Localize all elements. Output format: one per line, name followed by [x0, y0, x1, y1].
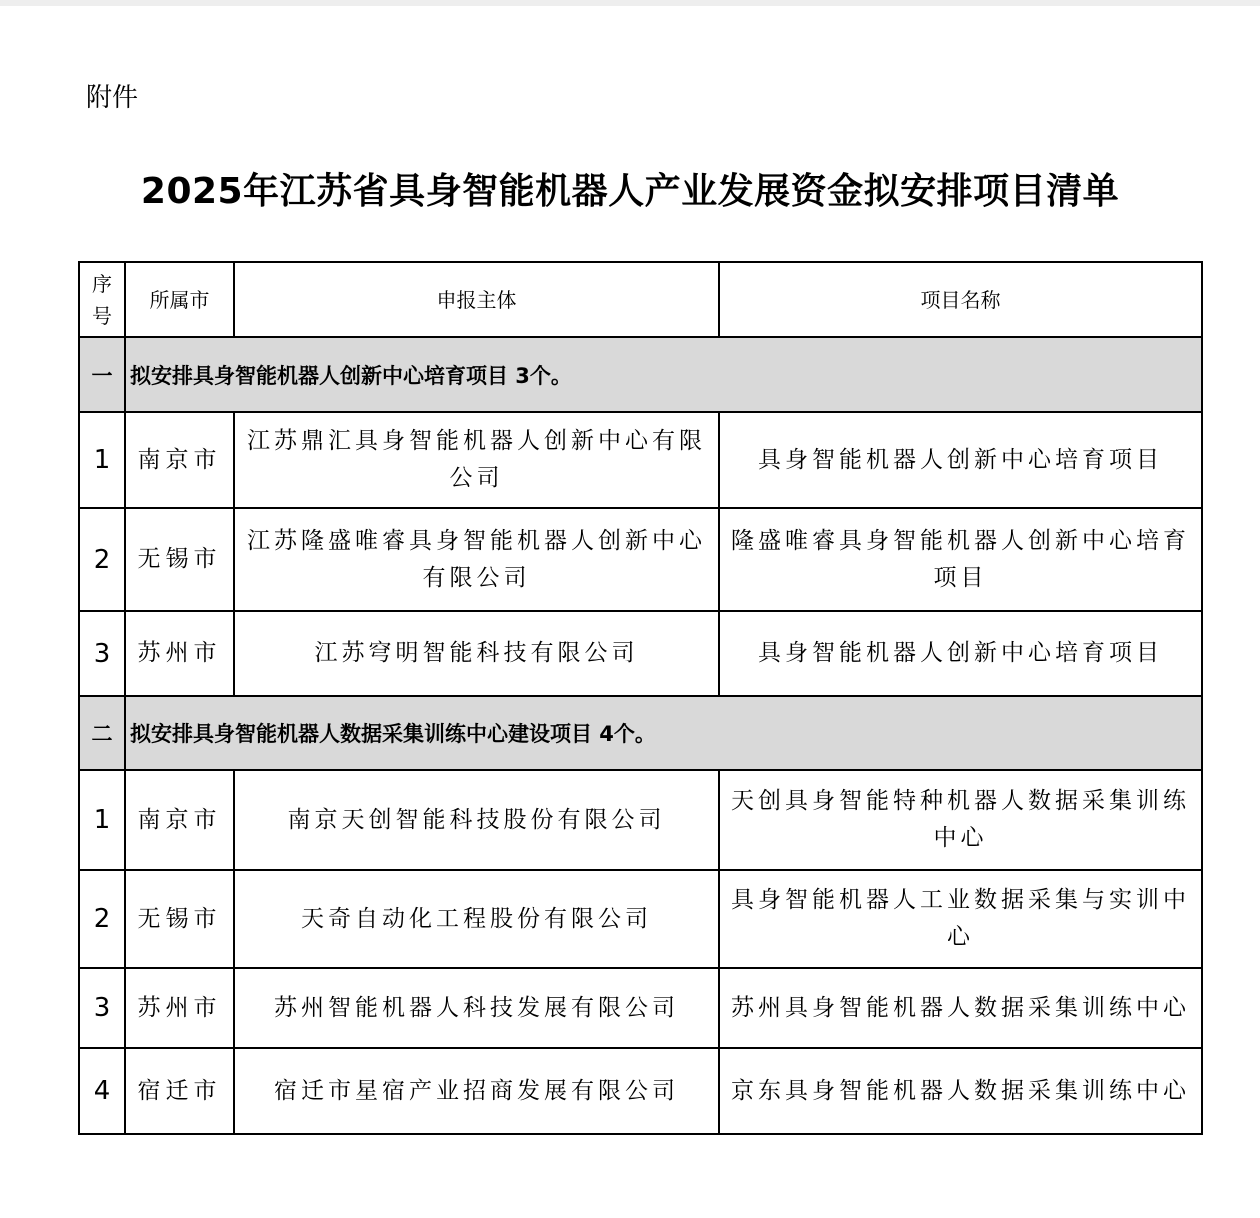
row-seq: 1 — [79, 412, 125, 508]
row-applicant: 宿迁市星宿产业招商发展有限公司 — [234, 1048, 719, 1134]
attachment-label: 附件 — [86, 83, 139, 113]
document-title: 2025年江苏省具身智能机器人产业发展资金拟安排项目清单 — [140, 171, 1120, 212]
table-row — [79, 508, 1202, 611]
row-seq: 2 — [79, 508, 125, 611]
row-city: 苏州市 — [125, 611, 234, 696]
header-seq-line2: 号 — [92, 303, 112, 328]
project-list-table — [78, 261, 1203, 1135]
row-applicant: 南京天创智能科技股份有限公司 — [234, 770, 719, 870]
section-number: 二 — [79, 696, 125, 770]
row-seq: 3 — [79, 968, 125, 1048]
table-row — [79, 412, 1202, 508]
row-applicant: 江苏穹明智能科技有限公司 — [234, 611, 719, 696]
table-header-row — [79, 262, 1202, 337]
page-top-border — [0, 0, 1260, 6]
row-project: 苏州具身智能机器人数据采集训练中心 — [719, 968, 1202, 1048]
section-number: 一 — [79, 337, 125, 412]
header-city: 所属市 — [125, 262, 234, 337]
row-seq: 1 — [79, 770, 125, 870]
table-row — [79, 611, 1202, 696]
row-city: 南京市 — [125, 770, 234, 870]
row-seq: 2 — [79, 870, 125, 968]
row-project: 天创具身智能特种机器人数据采集训练中心 — [719, 770, 1202, 870]
header-seq — [79, 262, 125, 337]
row-applicant: 苏州智能机器人科技发展有限公司 — [234, 968, 719, 1048]
row-city: 无锡市 — [125, 870, 234, 968]
row-city: 苏州市 — [125, 968, 234, 1048]
row-project: 隆盛唯睿具身智能机器人创新中心培育项目 — [719, 508, 1202, 611]
row-applicant: 天奇自动化工程股份有限公司 — [234, 870, 719, 968]
section-title: 拟安排具身智能机器人创新中心培育项目 3个。 — [125, 337, 1202, 412]
header-project: 项目名称 — [719, 262, 1202, 337]
row-seq: 4 — [79, 1048, 125, 1134]
table-row — [79, 770, 1202, 870]
row-project: 京东具身智能机器人数据采集训练中心 — [719, 1048, 1202, 1134]
table-row — [79, 968, 1202, 1048]
row-project: 具身智能机器人创新中心培育项目 — [719, 611, 1202, 696]
row-seq: 3 — [79, 611, 125, 696]
section-row — [79, 696, 1202, 770]
row-project: 具身智能机器人工业数据采集与实训中心 — [719, 870, 1202, 968]
header-applicant: 申报主体 — [234, 262, 719, 337]
row-city: 南京市 — [125, 412, 234, 508]
section-title: 拟安排具身智能机器人数据采集训练中心建设项目 4个。 — [125, 696, 1202, 770]
table-row — [79, 870, 1202, 968]
table-row — [79, 1048, 1202, 1134]
row-project: 具身智能机器人创新中心培育项目 — [719, 412, 1202, 508]
row-city: 宿迁市 — [125, 1048, 234, 1134]
header-seq-line1: 序 — [92, 271, 112, 296]
row-city: 无锡市 — [125, 508, 234, 611]
section-row — [79, 337, 1202, 412]
row-applicant: 江苏隆盛唯睿具身智能机器人创新中心有限公司 — [234, 508, 719, 611]
row-applicant: 江苏鼎汇具身智能机器人创新中心有限公司 — [234, 412, 719, 508]
